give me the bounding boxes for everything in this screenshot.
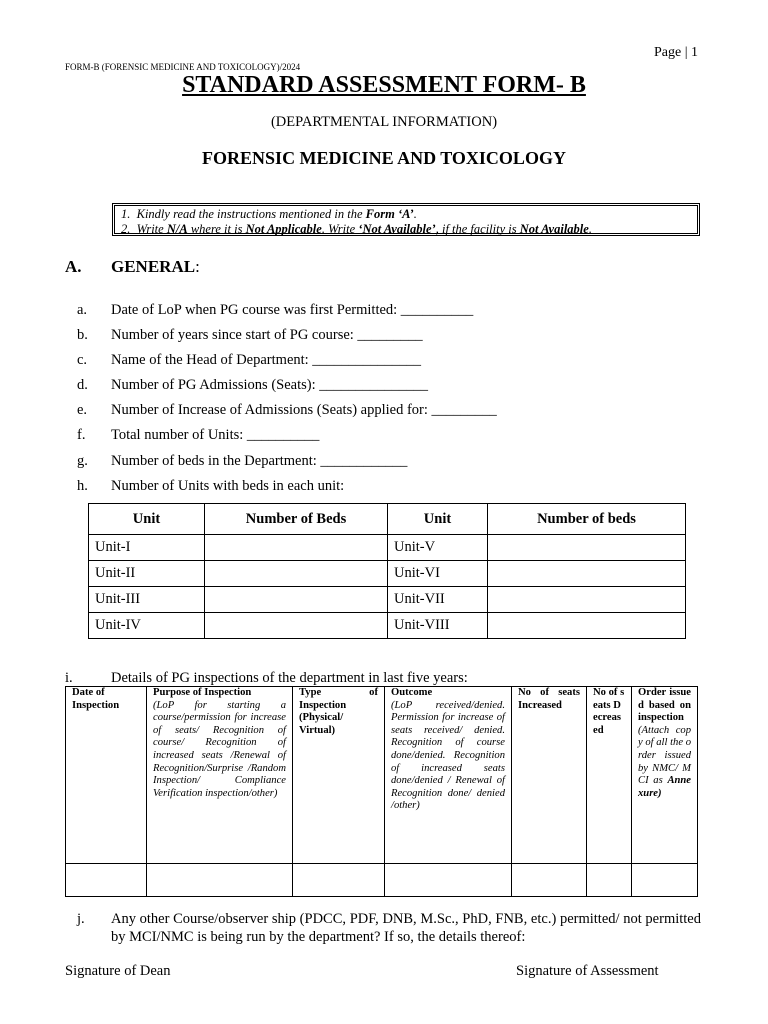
header-type-of-inspection: Type of Inspection (Physical/ Virtual): [293, 687, 385, 864]
entry-cell[interactable]: [512, 864, 587, 897]
header-number-of-beds: Number of Beds: [205, 504, 388, 535]
unit-cell: Unit-VIII: [388, 613, 488, 639]
beds-cell[interactable]: [488, 535, 686, 561]
beds-cell[interactable]: [488, 587, 686, 613]
entry-cell[interactable]: [385, 864, 512, 897]
unit-cell: Unit-IV: [89, 613, 205, 639]
item-i-text: Details of PG inspections of the department in last five years:: [111, 670, 468, 686]
header-seats-increased: No of seats Increased: [512, 687, 587, 864]
item-d-letter: d.: [77, 377, 88, 393]
item-f-letter: f.: [77, 427, 86, 443]
beds-cell[interactable]: [205, 613, 388, 639]
form-code: FORM-B (FORENSIC MEDICINE AND TOXICOLOGY)/2024: [65, 62, 301, 72]
item-e-text: Number of Increase of Admissions (Seats) applied for: _________: [111, 402, 497, 418]
beds-cell[interactable]: [205, 561, 388, 587]
item-d-text: Number of PG Admissions (Seats): _______________: [111, 377, 428, 393]
item-g-letter: g.: [77, 453, 88, 469]
beds-cell[interactable]: [488, 613, 686, 639]
unit-cell: Unit-I: [89, 535, 205, 561]
item-b-letter: b.: [77, 327, 88, 343]
unit-cell: Unit-VII: [388, 587, 488, 613]
entry-cell[interactable]: [66, 864, 147, 897]
signature-assessment-label: Signature of Assessment: [516, 963, 659, 979]
entry-cell[interactable]: [147, 864, 293, 897]
unit-cell: Unit-II: [89, 561, 205, 587]
beds-cell[interactable]: [488, 561, 686, 587]
item-a-letter: a.: [77, 302, 88, 318]
department-title: FORENSIC MEDICINE AND TOXICOLOGY: [202, 148, 566, 168]
item-e-letter: e.: [77, 402, 88, 418]
table-row: [66, 864, 698, 897]
table-row: [89, 613, 686, 639]
table-row: [89, 535, 686, 561]
item-c-text: Name of the Head of Department: _______________: [111, 352, 422, 368]
instructions-box: [112, 203, 700, 236]
item-c-letter: c.: [77, 352, 88, 368]
entry-cell[interactable]: [632, 864, 698, 897]
item-h-text: Number of Units with beds in each unit:: [111, 478, 345, 494]
header-order-issued: Order issued based on inspection (Attach copy of all the order issued by NMC/ MCI as Annexure): [632, 687, 698, 864]
unit-cell: Unit-VI: [388, 561, 488, 587]
header-seats-decreased: No of seats Decreased: [587, 687, 632, 864]
table-row: [89, 587, 686, 613]
entry-cell[interactable]: [293, 864, 385, 897]
beds-cell[interactable]: [205, 587, 388, 613]
header-number-of-beds: Number of beds: [488, 504, 686, 535]
units-table: [88, 503, 686, 639]
table-row: [89, 561, 686, 587]
header-outcome: Outcome (LoP received/denied. Permission for increase of seats received/ denied. Recognition of course done/denied. Recognition of increased seats done/denied / Renewal of Recognition done/ denied /other): [385, 687, 512, 864]
page-number: Page | 1: [654, 45, 699, 60]
signature-dean-label: Signature of Dean: [65, 963, 171, 979]
section-a-letter: A.: [65, 257, 82, 276]
item-g-text: Number of beds in the Department: ____________: [111, 453, 408, 469]
unit-cell: Unit-V: [388, 535, 488, 561]
beds-cell[interactable]: [205, 535, 388, 561]
page-title: STANDARD ASSESSMENT FORM- B: [182, 72, 586, 98]
instruction-line-2: 2. Write N/A where it is Not Applicable. Write ‘Not Available’, if the facility is Not Available.: [121, 222, 592, 236]
item-j-text: Any other Course/observer ship (PDCC, PDF, DNB, M.Sc., PhD, FNB, etc.) permitted/ not permitted by MCI/NMC is being run by the department? If so, the details thereof:: [111, 911, 701, 945]
instruction-line-1: 1. Kindly read the instructions mentioned in the Form ‘A’.: [121, 207, 417, 221]
item-i-letter: i.: [65, 670, 73, 686]
header-unit: Unit: [388, 504, 488, 535]
units-table-header: [89, 504, 686, 535]
entry-cell[interactable]: [587, 864, 632, 897]
header-date-of-inspection: Date of Inspection: [66, 687, 147, 864]
item-f-text: Total number of Units: __________: [111, 427, 320, 443]
section-a-heading: GENERAL:: [111, 257, 200, 276]
item-b-text: Number of years since start of PG course: _________: [111, 327, 423, 343]
item-a-text: Date of LoP when PG course was first Permitted: __________: [111, 302, 474, 318]
unit-cell: Unit-III: [89, 587, 205, 613]
inspection-table: [65, 686, 698, 897]
item-j-letter: j.: [77, 911, 85, 927]
page-subtitle: (DEPARTMENTAL INFORMATION): [270, 114, 498, 130]
header-purpose-of-inspection: Purpose of Inspection (LoP for starting a course/permission for increase of seats/ Recognition of course/ Recognition of increased seats /Renewal of Recognition/Surprise /Random Inspection/ Compliance Verification inspection/other): [147, 687, 293, 864]
header-unit: Unit: [89, 504, 205, 535]
inspection-table-header: [66, 687, 698, 864]
item-h-letter: h.: [77, 478, 88, 494]
